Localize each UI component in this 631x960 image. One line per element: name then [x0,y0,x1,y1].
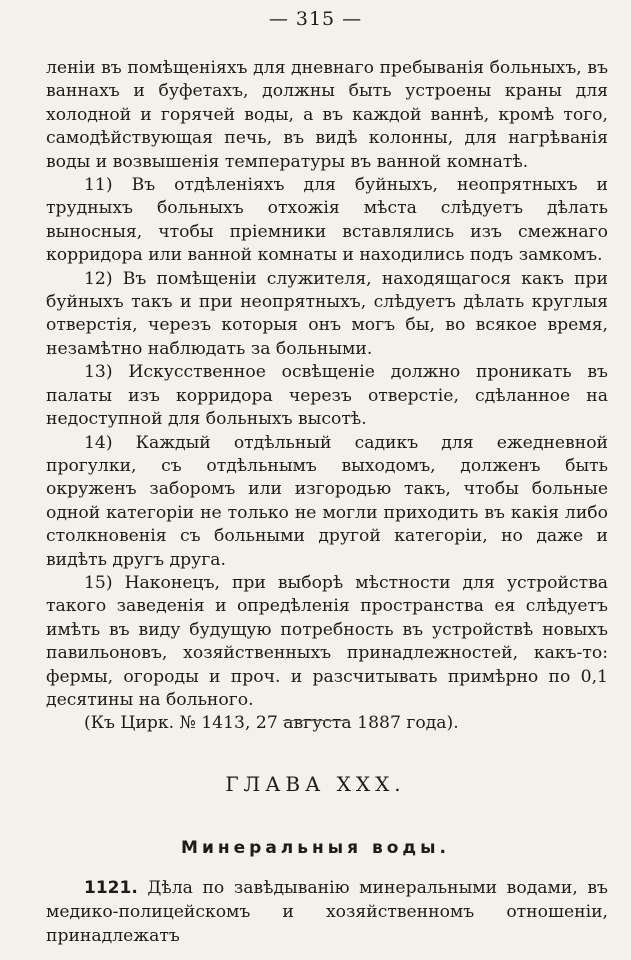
section-separator [283,720,349,721]
article-paragraph [46,876,608,948]
section-title: Минеральныя воды. [181,838,450,858]
chapter-title: ГЛАВА XXX. [225,772,406,796]
body-text [46,57,608,736]
paragraph-item-15-text: 15) Наконецъ, при выборѣ мѣстности для устройства такого заведенiя и опредѣленiя пространства ея слѣдуетъ имѣть въ виду будущую потребность въ устройствѣ новыхъ павильоновъ, хозяйственныхъ принадлежностей, какъ-то: фермы, огороды и проч. и разсчитывать примѣрно по 0,1 десятины на больного. [46,572,608,710]
citation: (Къ Цирк. № 1413, 27 августа 1887 года). [84,713,459,734]
paragraph-item-12: 12) Въ помѣщенiи служителя, находящагося какъ при буйныхъ такъ и при неопрятныхъ, слѣдуетъ дѣлать круглыя отверстiя, черезъ которыя онъ могъ бы, во всякое время, незамѣтно наблюдать за больными. [46,268,608,359]
paragraph-item-15 [46,572,608,736]
article-body [46,876,608,948]
paragraph-item-11: 11) Въ отдѣленiяхъ для буйныхъ, неопрятныхъ и трудныхъ больныхъ отхожiя мѣста слѣдуетъ дѣлать выносныя, чтобы прiемники вставлялись изъ смежнаго корридора или ванной комнаты и находились подъ замкомъ. [46,175,608,266]
article-text: Дѣла по завѣдыванiю минеральными водами, въ медико-полицейскомъ и хозяйственномъ отношенiи, принадлежатъ [46,878,608,946]
article-number: 1121. [84,878,138,898]
paragraph-item-13: 13) Искусственное освѣщенiе должно проникать въ палаты изъ корридора черезъ отверстiе, сдѣланное на недоступной для больныхъ высотѣ. [46,362,608,430]
page-number: — 315 — [268,8,363,30]
paragraph-continuation: ленiи въ помѣщенiяхъ для дневнаго пребыванiя больныхъ, въ ваннахъ и буфетахъ, должны быть устроены краны для холодной и горячей воды, а въ каждой ваннѣ, кромѣ того, самодѣйствующая печь, въ видѣ колонны, для нагрѣванiя воды и возвышенiя температуры въ ванной комнатѣ. [46,58,608,172]
paragraph-item-14: 14) Каждый отдѣльный садикъ для ежедневной прогулки, съ отдѣльнымъ выходомъ, долженъ быть окруженъ заборомъ или изгородью такъ, чтобы больные одной категорiи не только не могли приходить въ какiя либо столкновенiя съ больными другой категорiи, но даже и видѣть другъ друга. [46,432,608,570]
